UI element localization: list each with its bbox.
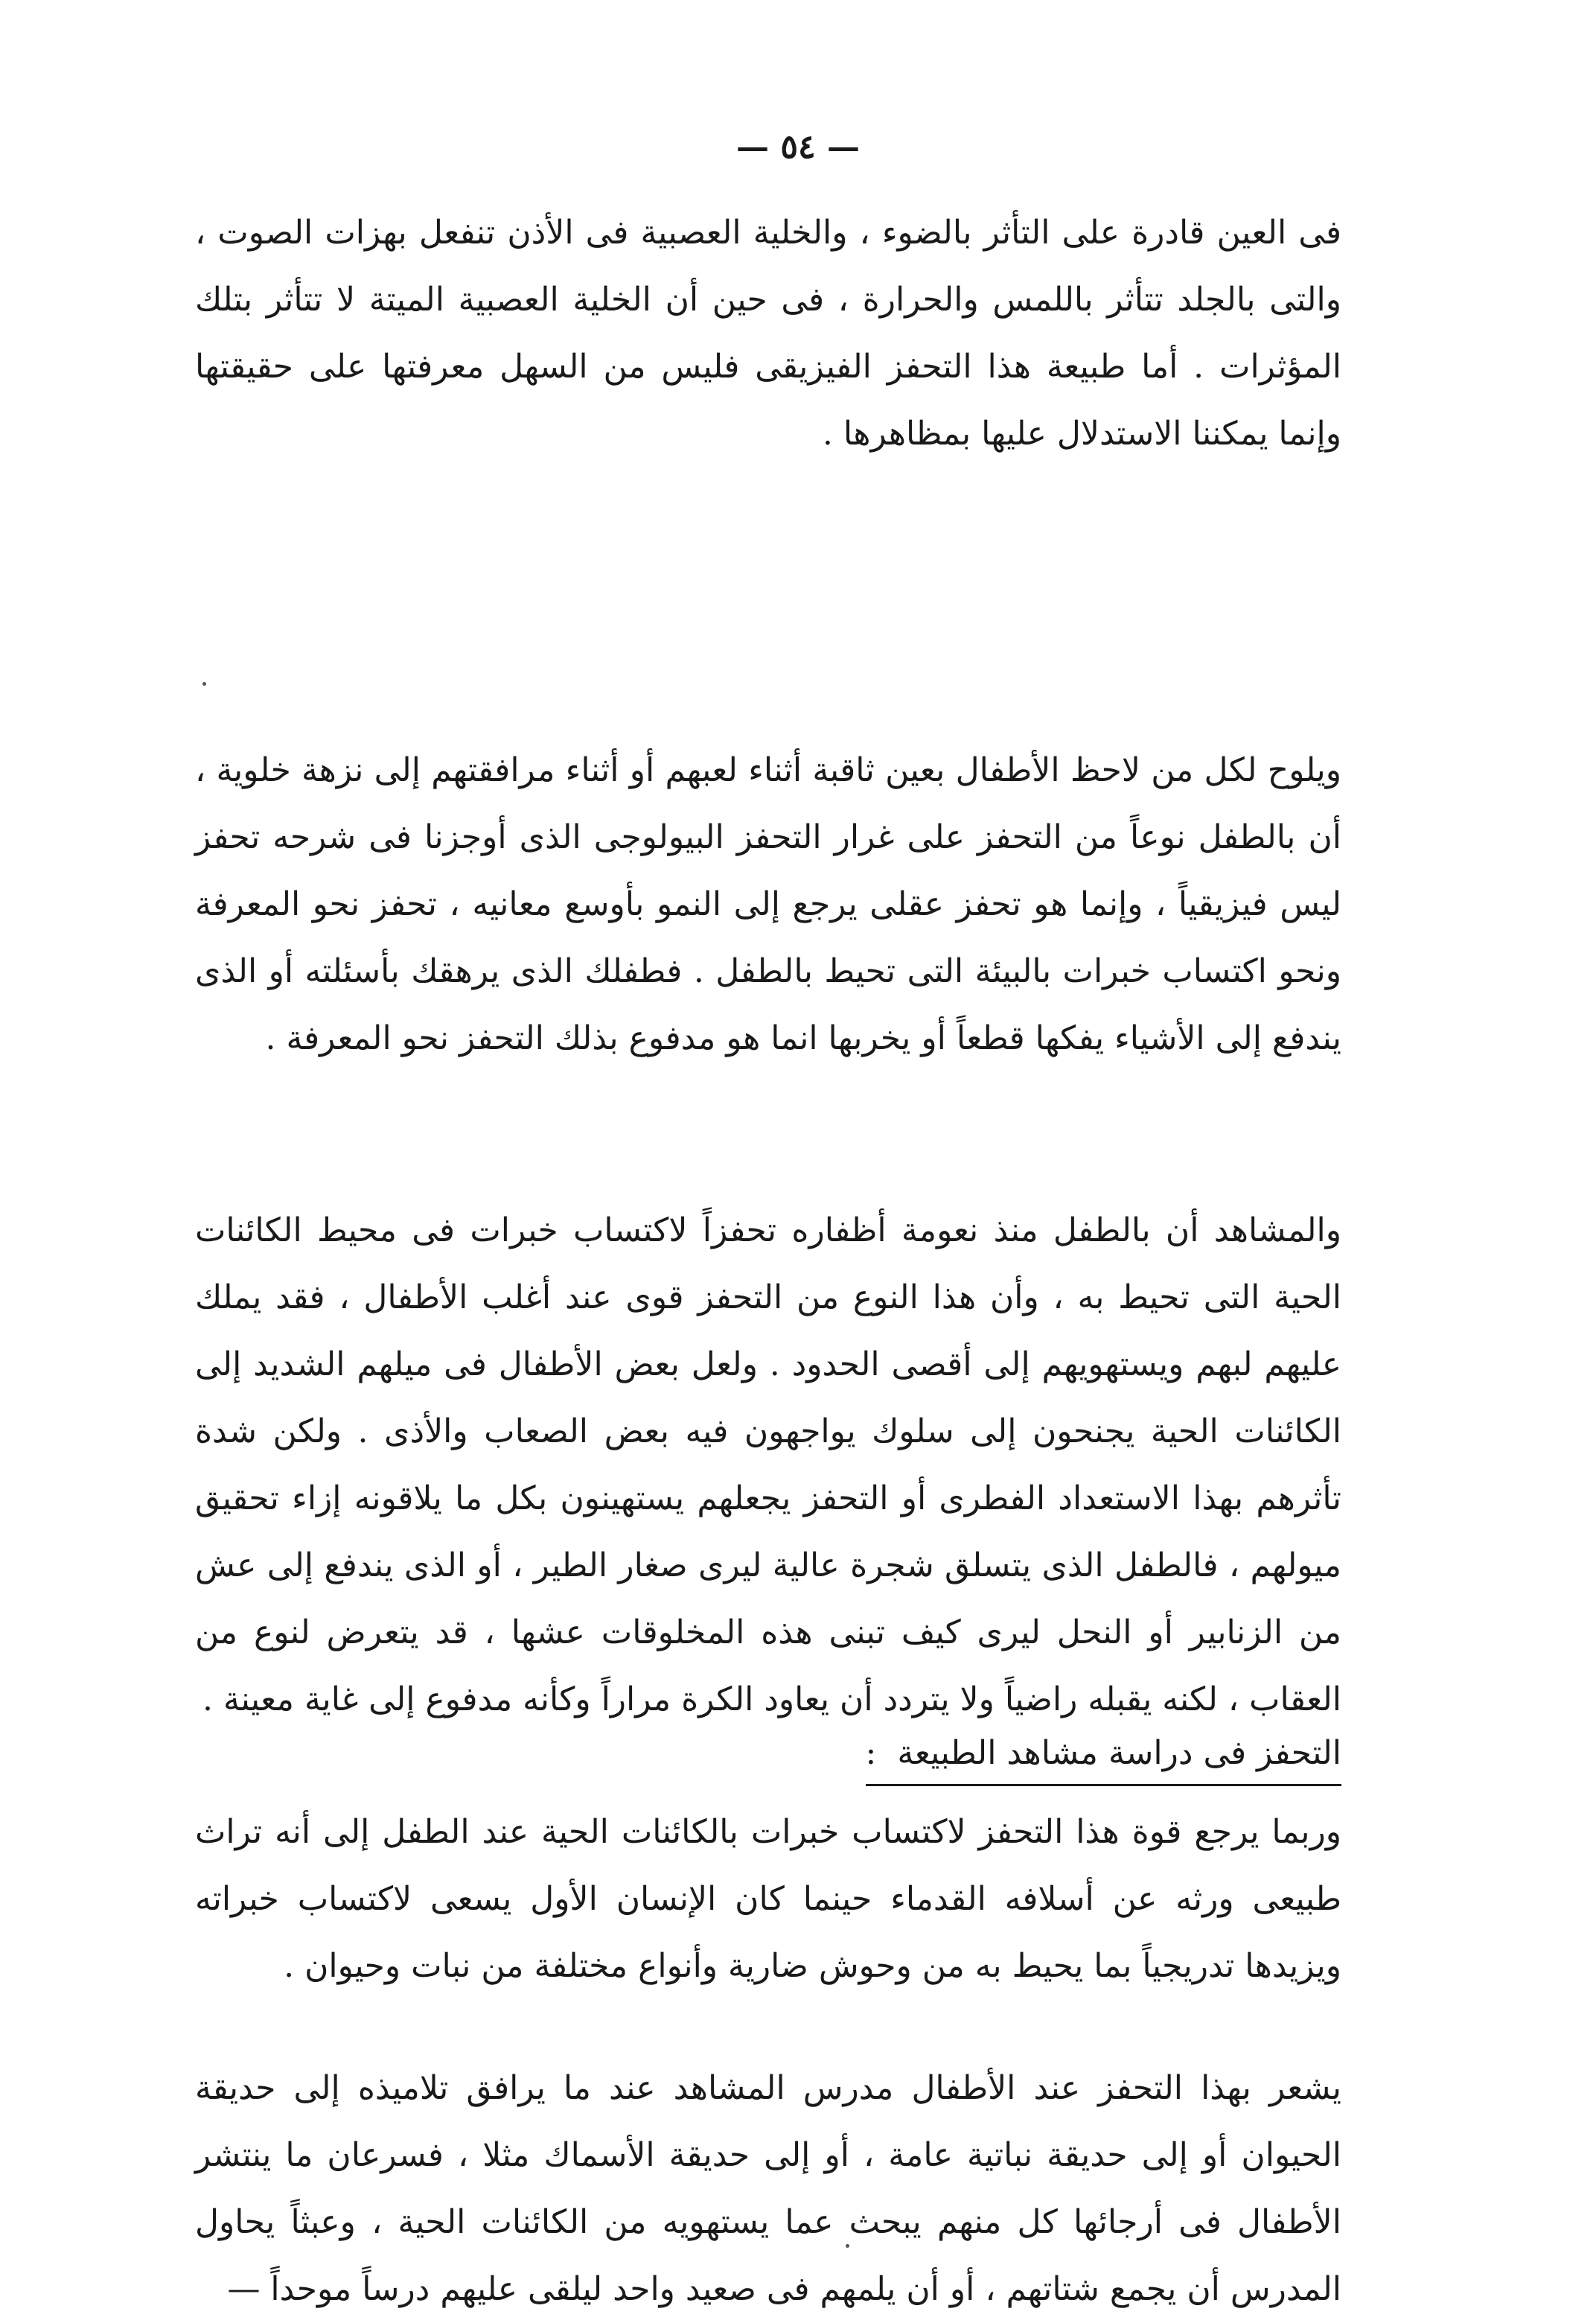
page-number: — ٥٤ —: [736, 128, 860, 166]
paragraph-text: وربما يرجع قوة هذا التحفز لاكتساب خبرات بالكائنات الحية عند الطفل إلى أنه تراث طبيعى ورثه عن أسلافه القدماء حينما كان الإنسان الأول يسعى لاكتساب خبراته ويزيدها تدريجياً بما يحيط به من وحوش ضارية وأنواع مختلفة من نبات وحيوان .: [195, 1813, 1341, 1985]
paragraph-text: يشعر بهذا التحفز عند الأطفال مدرس المشاهد عند ما يرافق تلاميذه إلى حديقة الحيوان أو إلى حديقة نباتية عامة ، أو إلى حديقة الأسماك مثلا ، فسرعان ما ينتشر الأطفال فى أرجائها كل منهم يبحث عما يستهويه من الكائنات الحية ، وعبثاً يحاول المدرس أن يجمع شتاتهم ، أو أن يلمهم فى صعيد واحد ليلقى عليهم درساً موحداً —: [195, 2069, 1341, 2308]
scan-speck: [202, 682, 206, 686]
paragraph-text: والمشاهد أن بالطفل منذ نعومة أظفاره تحفزاً لاكتساب خبرات فى محيط الكائنات الحية التى تحيط به ، وأن هذا النوع من التحفز قوى عند أغلب الأطفال ، فقد يملك عليهم لبهم ويستهويهم إلى أقصى الحدود . ولعل بعض الأطفال فى ميلهم الشديد إلى الكائنات الحية يجنحون إلى سلوك يواجهون فيه بعض الصعاب والأذى . ولكن شدة تأثرهم بهذا الاستعداد الفطرى أو التحفز يجعلهم يستهينون بكل ما يلاقونه إزاء تحقيق ميولهم ، فالطفل الذى يتسلق شجرة عالية ليرى صغار الطير ، أو الذى يندفع إلى عش من الزنابير أو النحل ليرى كيف تبنى هذه المخلوقات عشها ، قد يتعرض لنوع من العقاب ، لكنه يقبله راضياً ولا يتردد أن يعاود الكرة مراراً وكأنه مدفوع إلى غاية معينة .: [195, 1211, 1341, 1718]
paragraph: [195, 2055, 1341, 2323]
paragraph: [195, 1197, 1341, 1733]
paragraph-text: فى العين قادرة على التأثر بالضوء ، والخلية العصبية فى الأذن تنفعل بهزات الصوت ، والتى بالجلد تتأثر باللمس والحرارة ، فى حين أن الخلية العصبية الميتة لا تتأثر بتلك المؤثرات . أما طبيعة هذا التحفز الفيزيقى فليس من السهل معرفتها على حقيقتها وإنما يمكننا الاستدلال عليها بمظاهرها .: [195, 214, 1341, 453]
paragraph-text: ويلوح لكل من لاحظ الأطفال بعين ثاقبة أثناء لعبهم أو أثناء مرافقتهم إلى نزهة خلوية ، أن بالطفل نوعاً من التحفز على غرار التحفز البيولوجى الذى أوجزنا فى شرحه تحفز ليس فيزيقياً ، وإنما هو تحفز عقلى يرجع إلى النمو بأوسع معانيه ، تحفز نحو المعرفة ونحو اكتساب خبرات بالبيئة التى تحيط بالطفل . فطفلك الذى يرهقك بأسئلته أو الذى يندفع إلى الأشياء يفكها قطعاً أو يخربها انما هو مدفوع بذلك التحفز نحو المعرفة .: [195, 751, 1341, 1057]
paragraph: [195, 1799, 1341, 2000]
section-heading: [866, 1727, 1341, 1786]
paragraph-continued: [195, 200, 1341, 468]
paragraph: [195, 737, 1341, 1072]
scan-speck: [846, 2244, 849, 2248]
section-heading-colon: :: [865, 1734, 877, 1772]
section-heading-text: التحفز فى دراسة مشاهد الطبيعة: [897, 1734, 1341, 1772]
